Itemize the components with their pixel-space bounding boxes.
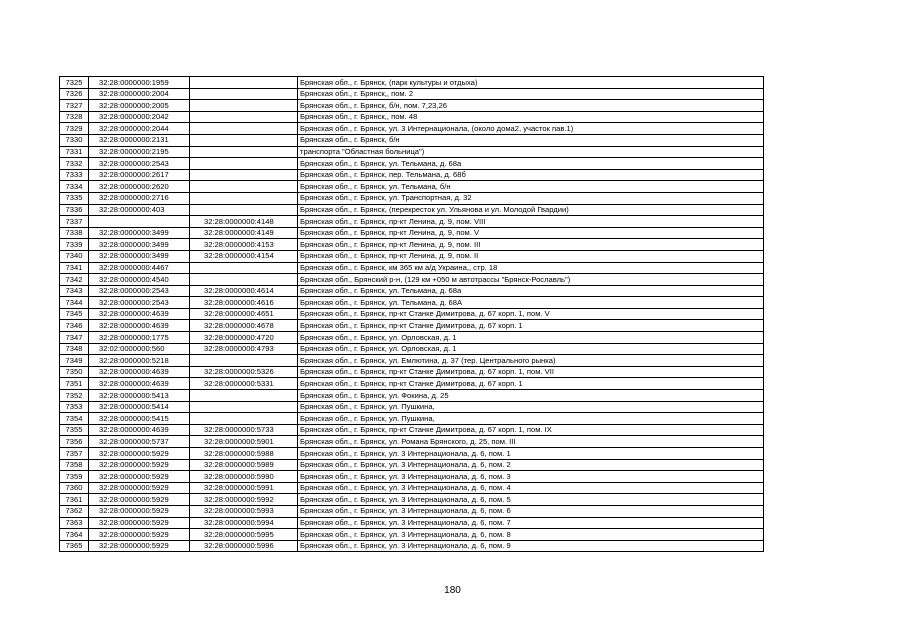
table-row: [60, 250, 764, 262]
address-cell: Брянская обл., г. Брянск, пр-кт Станке Димитрова, д. 67 корп. 1, пом. VII: [298, 366, 764, 378]
address-cell: Брянская обл., г. Брянск, ул. Тельмана, д. 68а: [298, 158, 764, 170]
address-cell: Брянская обл., г. Брянск, пр-кт Станке Димитрова, д. 67 корп. 1, пом. IX: [298, 424, 764, 436]
table-row: [60, 378, 764, 390]
cadastral-number-cell: [190, 77, 298, 89]
address-cell: Брянская обл., г. Брянск, б/н: [298, 134, 764, 146]
cadastral-table-body: [60, 77, 764, 552]
cadastral-number-cell: 32:28:0000000:5331: [190, 378, 298, 390]
cadastral-number-cell: [190, 390, 298, 402]
address-cell: Брянская обл., г. Брянск, ул. 3 Интернационала, д. 6, пом. 2: [298, 459, 764, 471]
cadastral-number-cell: [190, 158, 298, 170]
cadastral-number-cell: [190, 169, 298, 181]
row-number-cell: 7344: [60, 297, 89, 309]
row-number-cell: 7364: [60, 529, 89, 541]
address-cell: Брянская обл., г. Брянск, ул. Тельмана, б/н: [298, 181, 764, 193]
parent-cadastral-number-cell: 32:28:0000000:5929: [89, 482, 190, 494]
row-number-cell: 7331: [60, 146, 89, 158]
table-row: [60, 123, 764, 135]
table-row: [60, 540, 764, 552]
table-row: [60, 158, 764, 170]
table-row: [60, 239, 764, 251]
address-cell: Брянская обл., г. Брянск, ул. Орловская, д. 1: [298, 343, 764, 355]
address-cell: Брянская обл., г. Брянск, пр-кт Станке Димитрова, д. 67 корп. 1: [298, 320, 764, 332]
parent-cadastral-number-cell: 32:28:0000000:2004: [89, 88, 190, 100]
cadastral-number-cell: 32:28:0000000:5995: [190, 529, 298, 541]
cadastral-number-cell: 32:28:0000000:5733: [190, 424, 298, 436]
parent-cadastral-number-cell: 32:28:0000000:2543: [89, 297, 190, 309]
address-cell: Брянская обл., г. Брянск, пр-кт Станке Димитрова, д. 67 корп. 1: [298, 378, 764, 390]
table-row: [60, 320, 764, 332]
cadastral-number-cell: 32:28:0000000:5990: [190, 471, 298, 483]
parent-cadastral-number-cell: 32:28:0000000:4639: [89, 378, 190, 390]
row-number-cell: 7343: [60, 285, 89, 297]
cadastral-number-cell: 32:28:0000000:4614: [190, 285, 298, 297]
address-cell: Брянская обл., г. Брянск, ул. 3 Интернационала, д. 6, пом. 1: [298, 448, 764, 460]
row-number-cell: 7359: [60, 471, 89, 483]
cadastral-number-cell: 32:28:0000000:5989: [190, 459, 298, 471]
table-row: [60, 413, 764, 425]
row-number-cell: 7357: [60, 448, 89, 460]
cadastral-number-cell: 32:28:0000000:4720: [190, 332, 298, 344]
table-row: [60, 146, 764, 158]
row-number-cell: 7362: [60, 505, 89, 517]
row-number-cell: 7334: [60, 181, 89, 193]
parent-cadastral-number-cell: 32:28:0000000:2131: [89, 134, 190, 146]
parent-cadastral-number-cell: 32:28:0000000:5415: [89, 413, 190, 425]
parent-cadastral-number-cell: 32:28:0000000:1959: [89, 77, 190, 89]
cadastral-number-cell: 32:28:0000000:4793: [190, 343, 298, 355]
address-cell: Брянская обл., г. Брянск, ул. Транспортная, д. 32: [298, 192, 764, 204]
address-cell: Брянская обл., г. Брянск, ул. 3 Интернационала, (около дома2, участок пав.1): [298, 123, 764, 135]
table-row: [60, 262, 764, 274]
cadastral-number-cell: 32:28:0000000:5993: [190, 505, 298, 517]
address-cell: Брянская обл., г. Брянск,, пом. 2: [298, 88, 764, 100]
parent-cadastral-number-cell: 32:28:0000000:5413: [89, 390, 190, 402]
row-number-cell: 7329: [60, 123, 89, 135]
address-cell: Брянская обл., г. Брянск, ул. Тельмана, д. 68а: [298, 285, 764, 297]
address-cell: Брянская обл., г. Брянск, ул. Романа Брянского, д. 25, пом. III: [298, 436, 764, 448]
cadastral-number-cell: 32:28:0000000:5991: [190, 482, 298, 494]
row-number-cell: 7358: [60, 459, 89, 471]
parent-cadastral-number-cell: 32:28:0000000:5929: [89, 471, 190, 483]
parent-cadastral-number-cell: 32:28:0000000:5929: [89, 517, 190, 529]
address-cell: Брянская обл., г. Брянск, км 365 км а/д Украина,, стр. 18: [298, 262, 764, 274]
parent-cadastral-number-cell: 32:28:0000000:4639: [89, 424, 190, 436]
page-number: 180: [444, 585, 461, 596]
address-cell: Брянская обл., г. Брянск, б/н, пом. 7,23,26: [298, 100, 764, 112]
parent-cadastral-number-cell: 32:28:0000000:2543: [89, 158, 190, 170]
address-cell: Брянская обл., г. Брянск, ул. 3 Интернационала, д. 6, пом. 4: [298, 482, 764, 494]
address-cell: Брянская обл., г. Брянск, пр-кт Ленина, д. 9, пом. VIII: [298, 216, 764, 228]
row-number-cell: 7353: [60, 401, 89, 413]
table-row: [60, 401, 764, 413]
row-number-cell: 7337: [60, 216, 89, 228]
table-row: [60, 459, 764, 471]
table-row: [60, 204, 764, 216]
row-number-cell: 7361: [60, 494, 89, 506]
table-row: [60, 343, 764, 355]
cadastral-number-cell: [190, 100, 298, 112]
table-row: [60, 366, 764, 378]
address-cell: Брянская обл., г. Брянск, ул. Тельмана, д. 68А: [298, 297, 764, 309]
parent-cadastral-number-cell: 32:28:0000000:3499: [89, 250, 190, 262]
parent-cadastral-number-cell: 32:28:0000000:2617: [89, 169, 190, 181]
cadastral-number-cell: 32:28:0000000:4153: [190, 239, 298, 251]
parent-cadastral-number-cell: 32:28:0000000:2716: [89, 192, 190, 204]
table-row: [60, 134, 764, 146]
address-cell: Брянская обл., г. Брянск, ул. 3 Интернационала, д. 6, пом. 8: [298, 529, 764, 541]
row-number-cell: 7328: [60, 111, 89, 123]
row-number-cell: 7351: [60, 378, 89, 390]
parent-cadastral-number-cell: 32:28:0000000:403: [89, 204, 190, 216]
table-row: [60, 448, 764, 460]
parent-cadastral-number-cell: 32:28:0000000:4467: [89, 262, 190, 274]
row-number-cell: 7348: [60, 343, 89, 355]
table-row: [60, 169, 764, 181]
table-row: [60, 482, 764, 494]
cadastral-number-cell: [190, 111, 298, 123]
parent-cadastral-number-cell: 32:28:0000000:5929: [89, 505, 190, 517]
cadastral-number-cell: 32:28:0000000:5992: [190, 494, 298, 506]
address-cell: Брянская обл., г. Брянск, пр-кт Ленина, д. 9, пом. V: [298, 227, 764, 239]
address-cell: Брянская обл., г. Брянск, ул. Пушкина,: [298, 401, 764, 413]
cadastral-number-cell: [190, 262, 298, 274]
address-cell: Брянская обл., г. Брянск, пр-кт Ленина, д. 9, пом. III: [298, 239, 764, 251]
row-number-cell: 7330: [60, 134, 89, 146]
cadastral-number-cell: 32:28:0000000:4616: [190, 297, 298, 309]
parent-cadastral-number-cell: 32:28:0000000:2042: [89, 111, 190, 123]
cadastral-number-cell: [190, 146, 298, 158]
parent-cadastral-number-cell: 32:28:0000000:2044: [89, 123, 190, 135]
parent-cadastral-number-cell: 32:28:0000000:5929: [89, 540, 190, 552]
cadastral-number-cell: [190, 123, 298, 135]
cadastral-number-cell: [190, 181, 298, 193]
row-number-cell: 7365: [60, 540, 89, 552]
table-row: [60, 100, 764, 112]
table-row: [60, 285, 764, 297]
table-row: [60, 471, 764, 483]
row-number-cell: 7341: [60, 262, 89, 274]
parent-cadastral-number-cell: 32:28:0000000:5929: [89, 448, 190, 460]
cadastral-number-cell: [190, 355, 298, 367]
row-number-cell: 7354: [60, 413, 89, 425]
address-cell: Брянская обл., г. Брянск, пер. Тельмана, д. 68б: [298, 169, 764, 181]
row-number-cell: 7326: [60, 88, 89, 100]
table-row: [60, 505, 764, 517]
parent-cadastral-number-cell: 32:28:0000000:5218: [89, 355, 190, 367]
parent-cadastral-number-cell: 32:28:0000000:5929: [89, 494, 190, 506]
address-cell: Брянская обл., г. Брянск, ул. Фокина, д. 25: [298, 390, 764, 402]
parent-cadastral-number-cell: 32:28:0000000:5414: [89, 401, 190, 413]
row-number-cell: 7342: [60, 274, 89, 286]
parent-cadastral-number-cell: 32:28:0000000:2620: [89, 181, 190, 193]
cadastral-number-cell: 32:28:0000000:4148: [190, 216, 298, 228]
table-row: [60, 274, 764, 286]
table-row: [60, 227, 764, 239]
cadastral-number-cell: 32:28:0000000:5326: [190, 366, 298, 378]
address-cell: Брянская обл., г. Брянск,, пом. 48: [298, 111, 764, 123]
row-number-cell: 7332: [60, 158, 89, 170]
row-number-cell: 7335: [60, 192, 89, 204]
row-number-cell: 7363: [60, 517, 89, 529]
cadastral-table: [59, 76, 764, 552]
table-row: [60, 517, 764, 529]
address-cell: Брянская обл., г. Брянск, ул. 3 Интернационала, д. 6, пом. 7: [298, 517, 764, 529]
parent-cadastral-number-cell: 32:28:0000000:5737: [89, 436, 190, 448]
address-cell: Брянская обл., г. Брянск, ул. Орловская, д. 1: [298, 332, 764, 344]
table-row: [60, 332, 764, 344]
parent-cadastral-number-cell: [89, 216, 190, 228]
address-cell: транспорта "Областная больница"): [298, 146, 764, 158]
cadastral-number-cell: 32:28:0000000:5996: [190, 540, 298, 552]
address-cell: Брянская обл., г. Брянск, (перекресток ул. Ульянова и ул. Молодой Гвардии): [298, 204, 764, 216]
cadastral-number-cell: [190, 401, 298, 413]
address-cell: Брянская обл., г. Брянск, ул. Пушкина,: [298, 413, 764, 425]
cadastral-number-cell: 32:28:0000000:4678: [190, 320, 298, 332]
table-row: [60, 436, 764, 448]
parent-cadastral-number-cell: 32:28:0000000:4540: [89, 274, 190, 286]
row-number-cell: 7349: [60, 355, 89, 367]
row-number-cell: 7327: [60, 100, 89, 112]
address-cell: Брянская обл., г. Брянск, ул. 3 Интернационала, д. 6, пом. 5: [298, 494, 764, 506]
address-cell: Брянская обл., г. Брянск, пр-кт Ленина, д. 9, пом. II: [298, 250, 764, 262]
table-row: [60, 111, 764, 123]
address-cell: Брянская обл., г. Брянск, пр-кт Станке Димитрова, д. 67 корп. 1, пом. V: [298, 308, 764, 320]
address-cell: Брянская обл., г. Брянск, ул. Емлютина, д. 37 (тер. Центрального рынка): [298, 355, 764, 367]
table-row: [60, 192, 764, 204]
parent-cadastral-number-cell: 32:28:0000000:1775: [89, 332, 190, 344]
parent-cadastral-number-cell: 32:28:0000000:2005: [89, 100, 190, 112]
cadastral-number-cell: [190, 88, 298, 100]
row-number-cell: 7339: [60, 239, 89, 251]
cadastral-number-cell: 32:28:0000000:4154: [190, 250, 298, 262]
row-number-cell: 7345: [60, 308, 89, 320]
row-number-cell: 7325: [60, 77, 89, 89]
parent-cadastral-number-cell: 32:02:0000000:560: [89, 343, 190, 355]
table-row: [60, 216, 764, 228]
table-row: [60, 88, 764, 100]
table-row: [60, 297, 764, 309]
row-number-cell: 7338: [60, 227, 89, 239]
cadastral-number-cell: 32:28:0000000:5994: [190, 517, 298, 529]
row-number-cell: 7347: [60, 332, 89, 344]
parent-cadastral-number-cell: 32:28:0000000:4639: [89, 308, 190, 320]
row-number-cell: 7350: [60, 366, 89, 378]
parent-cadastral-number-cell: 32:28:0000000:2543: [89, 285, 190, 297]
cadastral-number-cell: [190, 134, 298, 146]
address-cell: Брянская обл., Брянский р-н, (129 км +050 м автотрассы "Брянск-Рославль"): [298, 274, 764, 286]
cadastral-number-cell: 32:28:0000000:4651: [190, 308, 298, 320]
cadastral-number-cell: 32:28:0000000:4149: [190, 227, 298, 239]
parent-cadastral-number-cell: 32:28:0000000:5929: [89, 459, 190, 471]
table-row: [60, 308, 764, 320]
parent-cadastral-number-cell: 32:28:0000000:4639: [89, 320, 190, 332]
parent-cadastral-number-cell: 32:28:0000000:4639: [89, 366, 190, 378]
cadastral-number-cell: 32:28:0000000:5901: [190, 436, 298, 448]
row-number-cell: 7355: [60, 424, 89, 436]
address-cell: Брянская обл., г. Брянск, (парк культуры и отдыха): [298, 77, 764, 89]
parent-cadastral-number-cell: 32:28:0000000:2195: [89, 146, 190, 158]
table-row: [60, 355, 764, 367]
table-row: [60, 494, 764, 506]
cadastral-number-cell: [190, 204, 298, 216]
cadastral-number-cell: [190, 274, 298, 286]
row-number-cell: 7352: [60, 390, 89, 402]
row-number-cell: 7340: [60, 250, 89, 262]
table-row: [60, 77, 764, 89]
cadastral-number-cell: 32:28:0000000:5988: [190, 448, 298, 460]
row-number-cell: 7336: [60, 204, 89, 216]
cadastral-number-cell: [190, 413, 298, 425]
address-cell: Брянская обл., г. Брянск, ул. 3 Интернационала, д. 6, пом. 9: [298, 540, 764, 552]
parent-cadastral-number-cell: 32:28:0000000:3499: [89, 227, 190, 239]
row-number-cell: 7333: [60, 169, 89, 181]
table-row: [60, 181, 764, 193]
table-row: [60, 424, 764, 436]
row-number-cell: 7356: [60, 436, 89, 448]
parent-cadastral-number-cell: 32:28:0000000:3499: [89, 239, 190, 251]
address-cell: Брянская обл., г. Брянск, ул. 3 Интернационала, д. 6, пом. 6: [298, 505, 764, 517]
table-row: [60, 390, 764, 402]
row-number-cell: 7346: [60, 320, 89, 332]
row-number-cell: 7360: [60, 482, 89, 494]
cadastral-number-cell: [190, 192, 298, 204]
address-cell: Брянская обл., г. Брянск, ул. 3 Интернационала, д. 6, пом. 3: [298, 471, 764, 483]
parent-cadastral-number-cell: 32:28:0000000:5929: [89, 529, 190, 541]
table-row: [60, 529, 764, 541]
